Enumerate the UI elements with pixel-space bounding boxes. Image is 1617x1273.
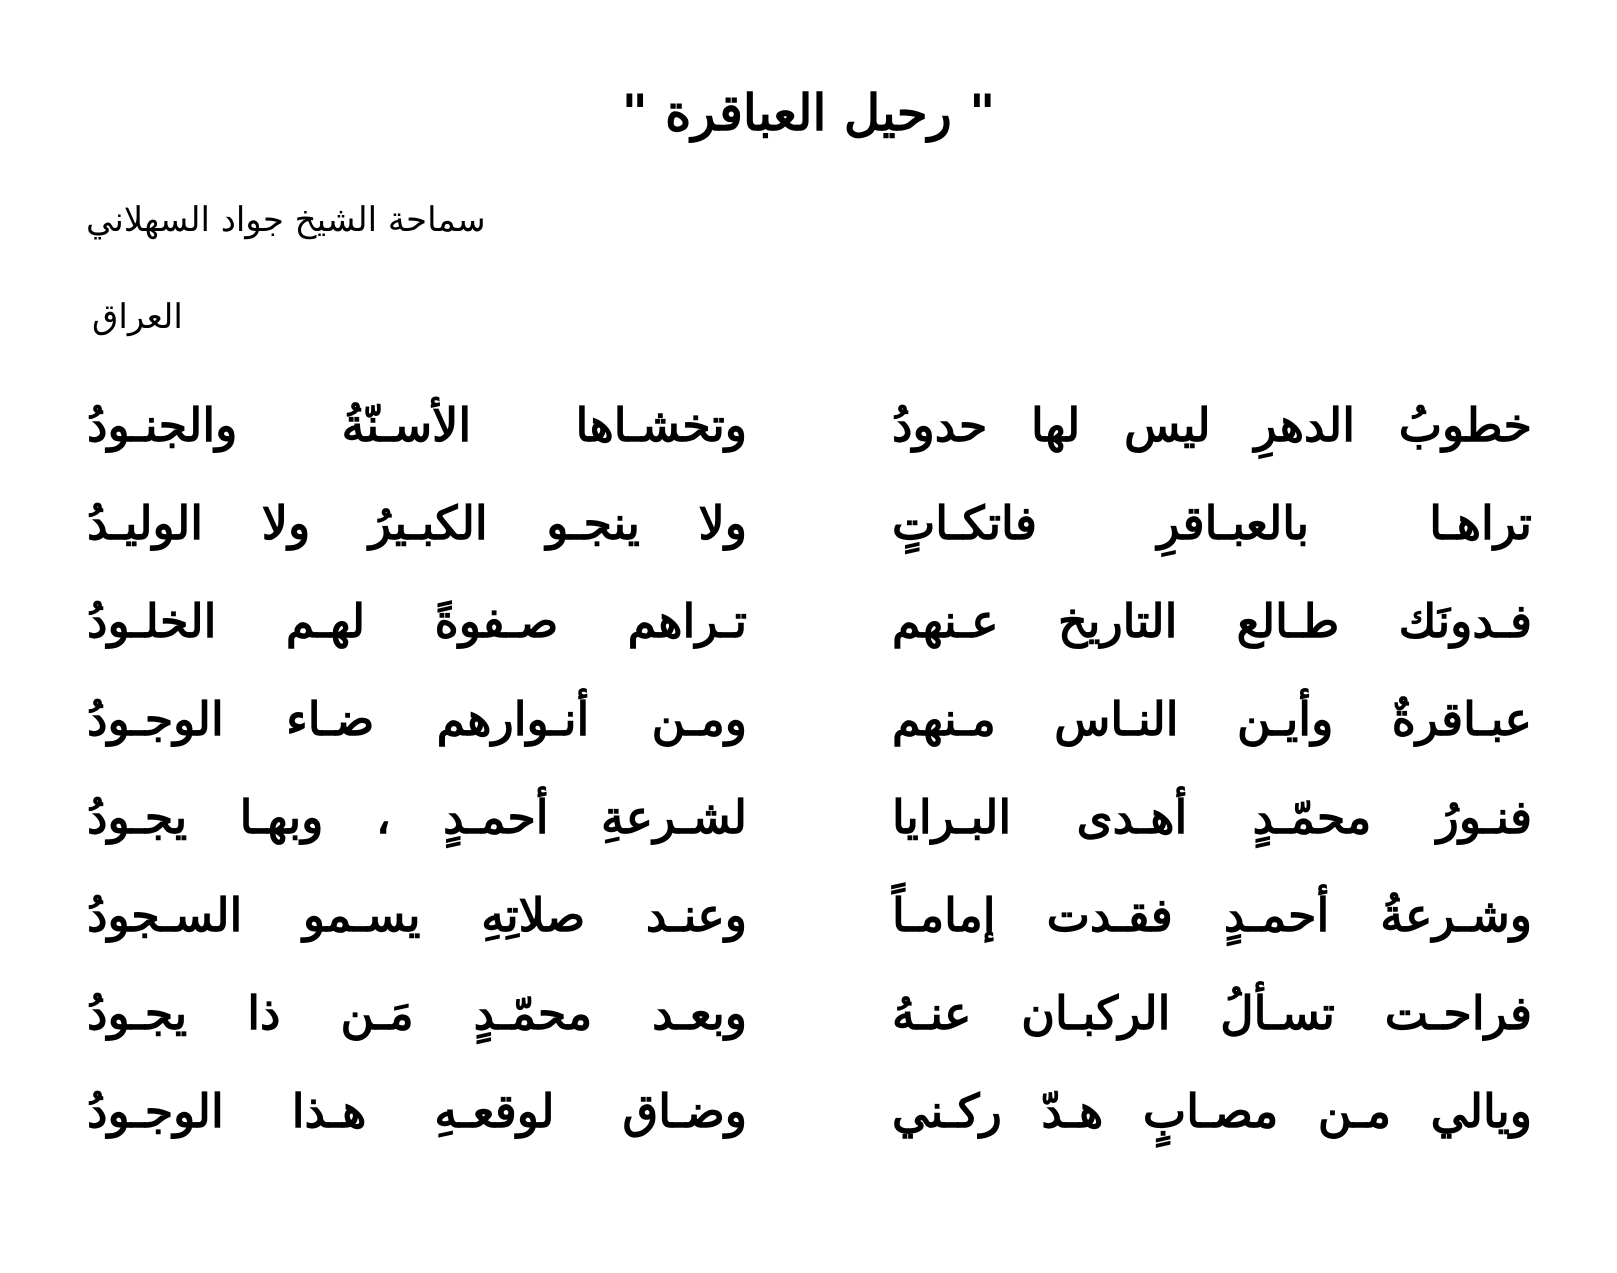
verse-second-hemistich: وعنـد صلاتِهِ يسـمو السـجودُ: [87, 888, 747, 942]
author-name: سماحة الشيخ جواد السهلاني: [86, 200, 486, 240]
verse-first-hemistich: فـدونَك طـالع التاريخ عـنهم: [892, 594, 1532, 648]
verse-second-hemistich: لشـرعةِ أحمـدٍ ، وبهـا يجـودُ: [87, 790, 747, 844]
verse-first-hemistich: فنـورُ محمّـدٍ أهـدى البـرايا: [892, 790, 1532, 844]
verse-8: [0, 1071, 1617, 1171]
verse-second-hemistich: ولا ينجـو الكبـيرُ ولا الوليـدُ: [87, 496, 747, 550]
verse-2: [0, 483, 1617, 583]
verse-first-hemistich: ويالي مـن مصـابٍ هـدّ ركـني: [892, 1084, 1532, 1138]
verse-first-hemistich: خطوبُ الدهرِ ليس لها حدودُ: [892, 398, 1532, 452]
author-country: العراق: [92, 297, 183, 337]
verse-first-hemistich: عبـاقرةٌ وأيـن النـاس مـنهم: [892, 692, 1532, 746]
verse-second-hemistich: وبعـد محمّـدٍ مَـن ذا يجـودُ: [87, 986, 747, 1040]
verse-4: [0, 679, 1617, 779]
verse-7: [0, 973, 1617, 1073]
verse-first-hemistich: تراهـا بالعبـاقرِ فاتكـاتٍ: [892, 496, 1532, 550]
verse-3: [0, 581, 1617, 681]
verse-first-hemistich: فراحـت تسـألُ الركبـان عنـهُ: [892, 986, 1532, 1040]
verse-second-hemistich: تـراهم صـفوةً لهـم الخلـودُ: [87, 594, 747, 648]
verse-1: [0, 385, 1617, 485]
poem-title: " رحيل العباقرة ": [621, 83, 996, 142]
verse-6: [0, 875, 1617, 975]
verse-second-hemistich: وضـاق لوقعـهِ هـذا الوجـودُ: [87, 1084, 747, 1138]
verse-second-hemistich: وتخشـاها الأسـنّةُ والجنـودُ: [87, 398, 747, 452]
verse-second-hemistich: ومـن أنـوارهم ضـاء الوجـودُ: [87, 692, 747, 746]
verse-first-hemistich: وشـرعةُ أحمـدٍ فقـدت إمامـاً: [892, 888, 1532, 942]
verse-5: [0, 777, 1617, 877]
